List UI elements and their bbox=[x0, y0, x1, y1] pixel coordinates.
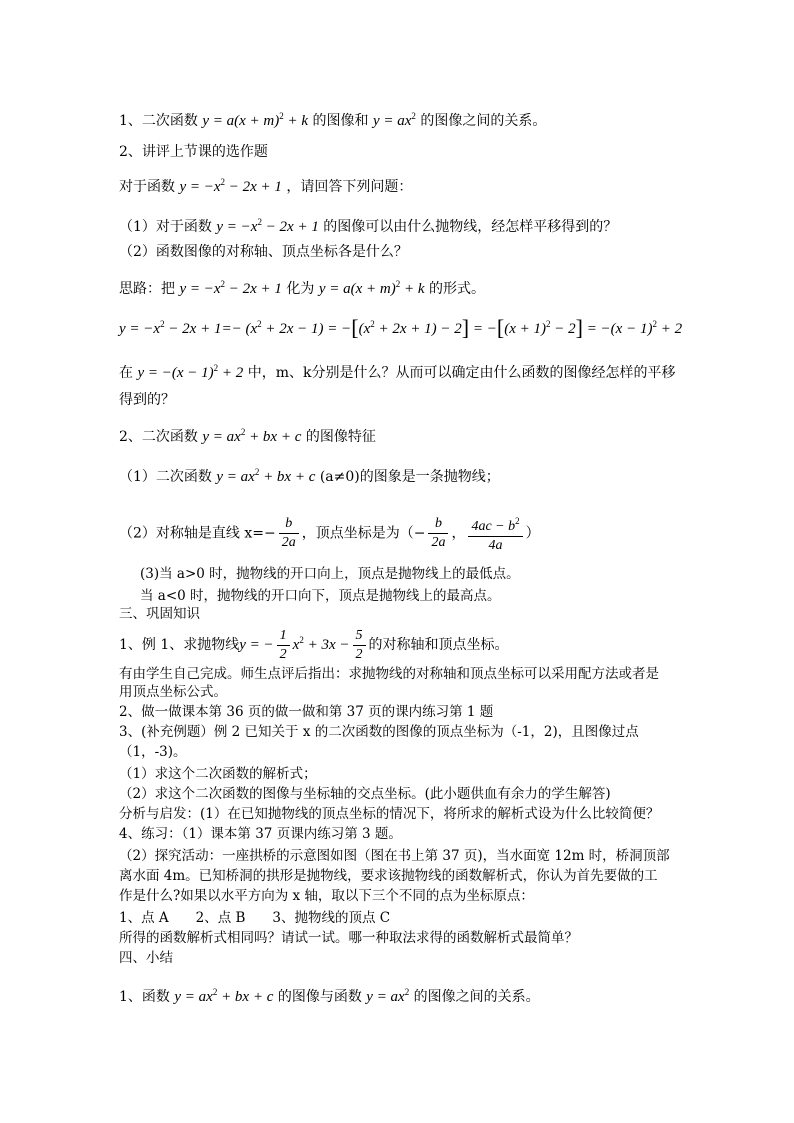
derivation-formula: $y = -x^2 - 2x + 1=- (x^2 + 2x - 1) = -[(x^2 + 2x + 1) - 2] = -[(x + 1)^2 - 2] = -(x - 1)^2 + 2$ bbox=[119, 315, 683, 340]
line-feature-3b: 当 a<0 时，抛物线的开口向下，顶点是抛物线上的最高点。 bbox=[140, 588, 501, 604]
line-function bbox=[119, 172, 412, 197]
fraction bbox=[353, 627, 366, 664]
line-s23: 分析与启发：(1）在已知抛物线的顶点坐标的情况下，将所求的解析式设为什么比较简便？ bbox=[119, 806, 660, 822]
line-feature-2 bbox=[119, 512, 540, 552]
line-in-formula-cont: 得到的？ bbox=[119, 392, 175, 408]
formula: $y = a(x + m)^2 + k$ bbox=[202, 111, 309, 129]
formula: $y = -(x - 1)^2 + 2$ bbox=[137, 363, 244, 381]
line-summary-1 bbox=[119, 982, 540, 1007]
line-s20: （1，-3)。 bbox=[119, 744, 187, 760]
line-s25: （2）探究活动：一座拱桥的示意图如图（图在书上第 37 页)，当水面宽 12m 时，桥洞顶部 bbox=[119, 848, 670, 864]
line-idea bbox=[119, 274, 485, 299]
text: （2）对称轴是直线 x=− bbox=[119, 525, 276, 542]
line-s19: 3、(补充例题）例 2 已知关于 x 的二次函数的图像的顶点坐标为（-1，2)，且图像过点 bbox=[119, 724, 639, 740]
line-s16: 有由学生自己完成。师生点评后指出：求抛物线的对称轴和顶点坐标可以采用配方法或者是 bbox=[119, 666, 659, 682]
line-s21: （1）求这个二次函数的解析式； bbox=[119, 766, 317, 782]
text: 1、例 1、求抛物线 bbox=[119, 637, 240, 653]
formula: $y = ax^2$ + bx + c bbox=[174, 987, 274, 1005]
line-relation-1 bbox=[119, 106, 546, 131]
numerator: 5 bbox=[353, 627, 366, 646]
line-s29: 所得的函数解析式相同吗？请试一试。哪一种取法求得的函数解析式最简单？ bbox=[119, 930, 578, 946]
formula: $y = ax^2$ + bx + c bbox=[202, 427, 302, 445]
fraction bbox=[468, 512, 522, 555]
text: 的图像特征 bbox=[305, 429, 376, 445]
formula: $y = -x^2 - 2x + 1$ bbox=[179, 177, 282, 195]
text: ，请回答下列问题： bbox=[286, 179, 413, 195]
formula: $x^2 + 3x$ − bbox=[292, 635, 350, 653]
line-question-1 bbox=[119, 212, 617, 237]
text: 1、二次函数 bbox=[119, 113, 198, 129]
section-heading-4: 四、小结 bbox=[119, 950, 173, 966]
text: ） bbox=[525, 525, 540, 542]
line-s26: 离水面 4m。已知桥洞的拱形是抛物线，要求该抛物线的函数解析式，你认为首先要做的工 bbox=[119, 868, 658, 884]
line-in-formula bbox=[119, 358, 675, 383]
line-feature-1 bbox=[119, 462, 500, 487]
text: 在 bbox=[119, 365, 133, 381]
formula: $y = ax^2$ + bx + c bbox=[216, 467, 316, 485]
numerator: b bbox=[428, 515, 448, 534]
text: 对于函数 bbox=[119, 179, 175, 195]
denominator: 4a bbox=[488, 538, 503, 553]
section-heading-3: 三、巩固知识 bbox=[119, 606, 200, 622]
fraction bbox=[428, 515, 448, 552]
text: 的图像和 bbox=[312, 113, 369, 129]
denominator: 2a bbox=[431, 535, 446, 550]
text: 1、函数 bbox=[119, 989, 170, 1005]
text: 的形式。 bbox=[428, 281, 485, 297]
fraction bbox=[279, 515, 299, 552]
line-s18: 2、做一做课本第 36 页的做一做和第 37 页的课内练习第 1 题 bbox=[119, 704, 494, 720]
denominator: 2a bbox=[281, 535, 296, 550]
formula: y = − bbox=[239, 637, 274, 653]
line-features-heading bbox=[119, 422, 376, 447]
line-question-2: （2）函数图像的对称轴、顶点坐标各是什么？ bbox=[119, 244, 408, 260]
fraction bbox=[277, 627, 290, 664]
denominator: 2 bbox=[355, 646, 363, 662]
text: 的对称轴和顶点坐标。 bbox=[368, 637, 509, 653]
line-s27: 作是什么?如果以水平方向为 x 轴，取以下三个不同的点为坐标原点： bbox=[119, 888, 534, 904]
line-s28: 1、点 A 2、点 B 3、抛物线的顶点 C bbox=[119, 910, 391, 926]
denominator: 2 bbox=[279, 646, 287, 662]
text: 的图像之间的关系。 bbox=[420, 113, 547, 129]
text: 中，m、k分别是什么？从而可以确定由什么函数的图像经怎样的平移 bbox=[247, 365, 676, 381]
formula: $y = -x^2 - 2x + 1$ bbox=[179, 279, 282, 297]
text: （1）二次函数 bbox=[119, 469, 212, 485]
line-s22: （2）求这个二次函数的图像与坐标轴的交点坐标。(此小题供血有余力的学生解答) bbox=[119, 786, 611, 802]
line-feature-3: (3)当 a>0 时，抛物线的开口向上，顶点是抛物线上的最低点。 bbox=[140, 566, 520, 582]
text: 的图像可以由什么抛物线，经怎样平移得到的？ bbox=[323, 219, 618, 235]
text: 2、二次函数 bbox=[119, 429, 198, 445]
line-example-1 bbox=[119, 620, 509, 660]
numerator: 1 bbox=[277, 627, 290, 646]
text: 的图像之间的关系。 bbox=[413, 989, 540, 1005]
text: ， bbox=[451, 525, 466, 542]
text: ，顶点坐标是为（− bbox=[301, 525, 426, 542]
formula: $y = -x^2 - 2x + 1$ bbox=[216, 217, 319, 235]
numerator: b bbox=[279, 515, 299, 534]
line-s17: 用顶点坐标公式。 bbox=[119, 684, 227, 700]
formula: $y = a(x + m)^2 + k$ bbox=[318, 279, 425, 297]
line-review: 2、讲评上节课的选作题 bbox=[119, 144, 268, 160]
text: 的图像与函数 bbox=[277, 989, 362, 1005]
text: 化为 bbox=[286, 281, 315, 297]
formula: $y = ax^2$ bbox=[372, 111, 416, 129]
text: 思路：把 bbox=[119, 281, 175, 297]
numerator: $4ac - b^2$ bbox=[468, 512, 522, 537]
formula: $y = ax^2$ bbox=[366, 987, 410, 1005]
text: （1）对于函数 bbox=[119, 219, 212, 235]
line-derivation bbox=[119, 314, 682, 339]
text: (a≠0)的图象是一条抛物线； bbox=[319, 469, 500, 485]
line-s24: 4、练习：（1）课本第 37 页课内练习第 3 题。 bbox=[119, 826, 402, 842]
